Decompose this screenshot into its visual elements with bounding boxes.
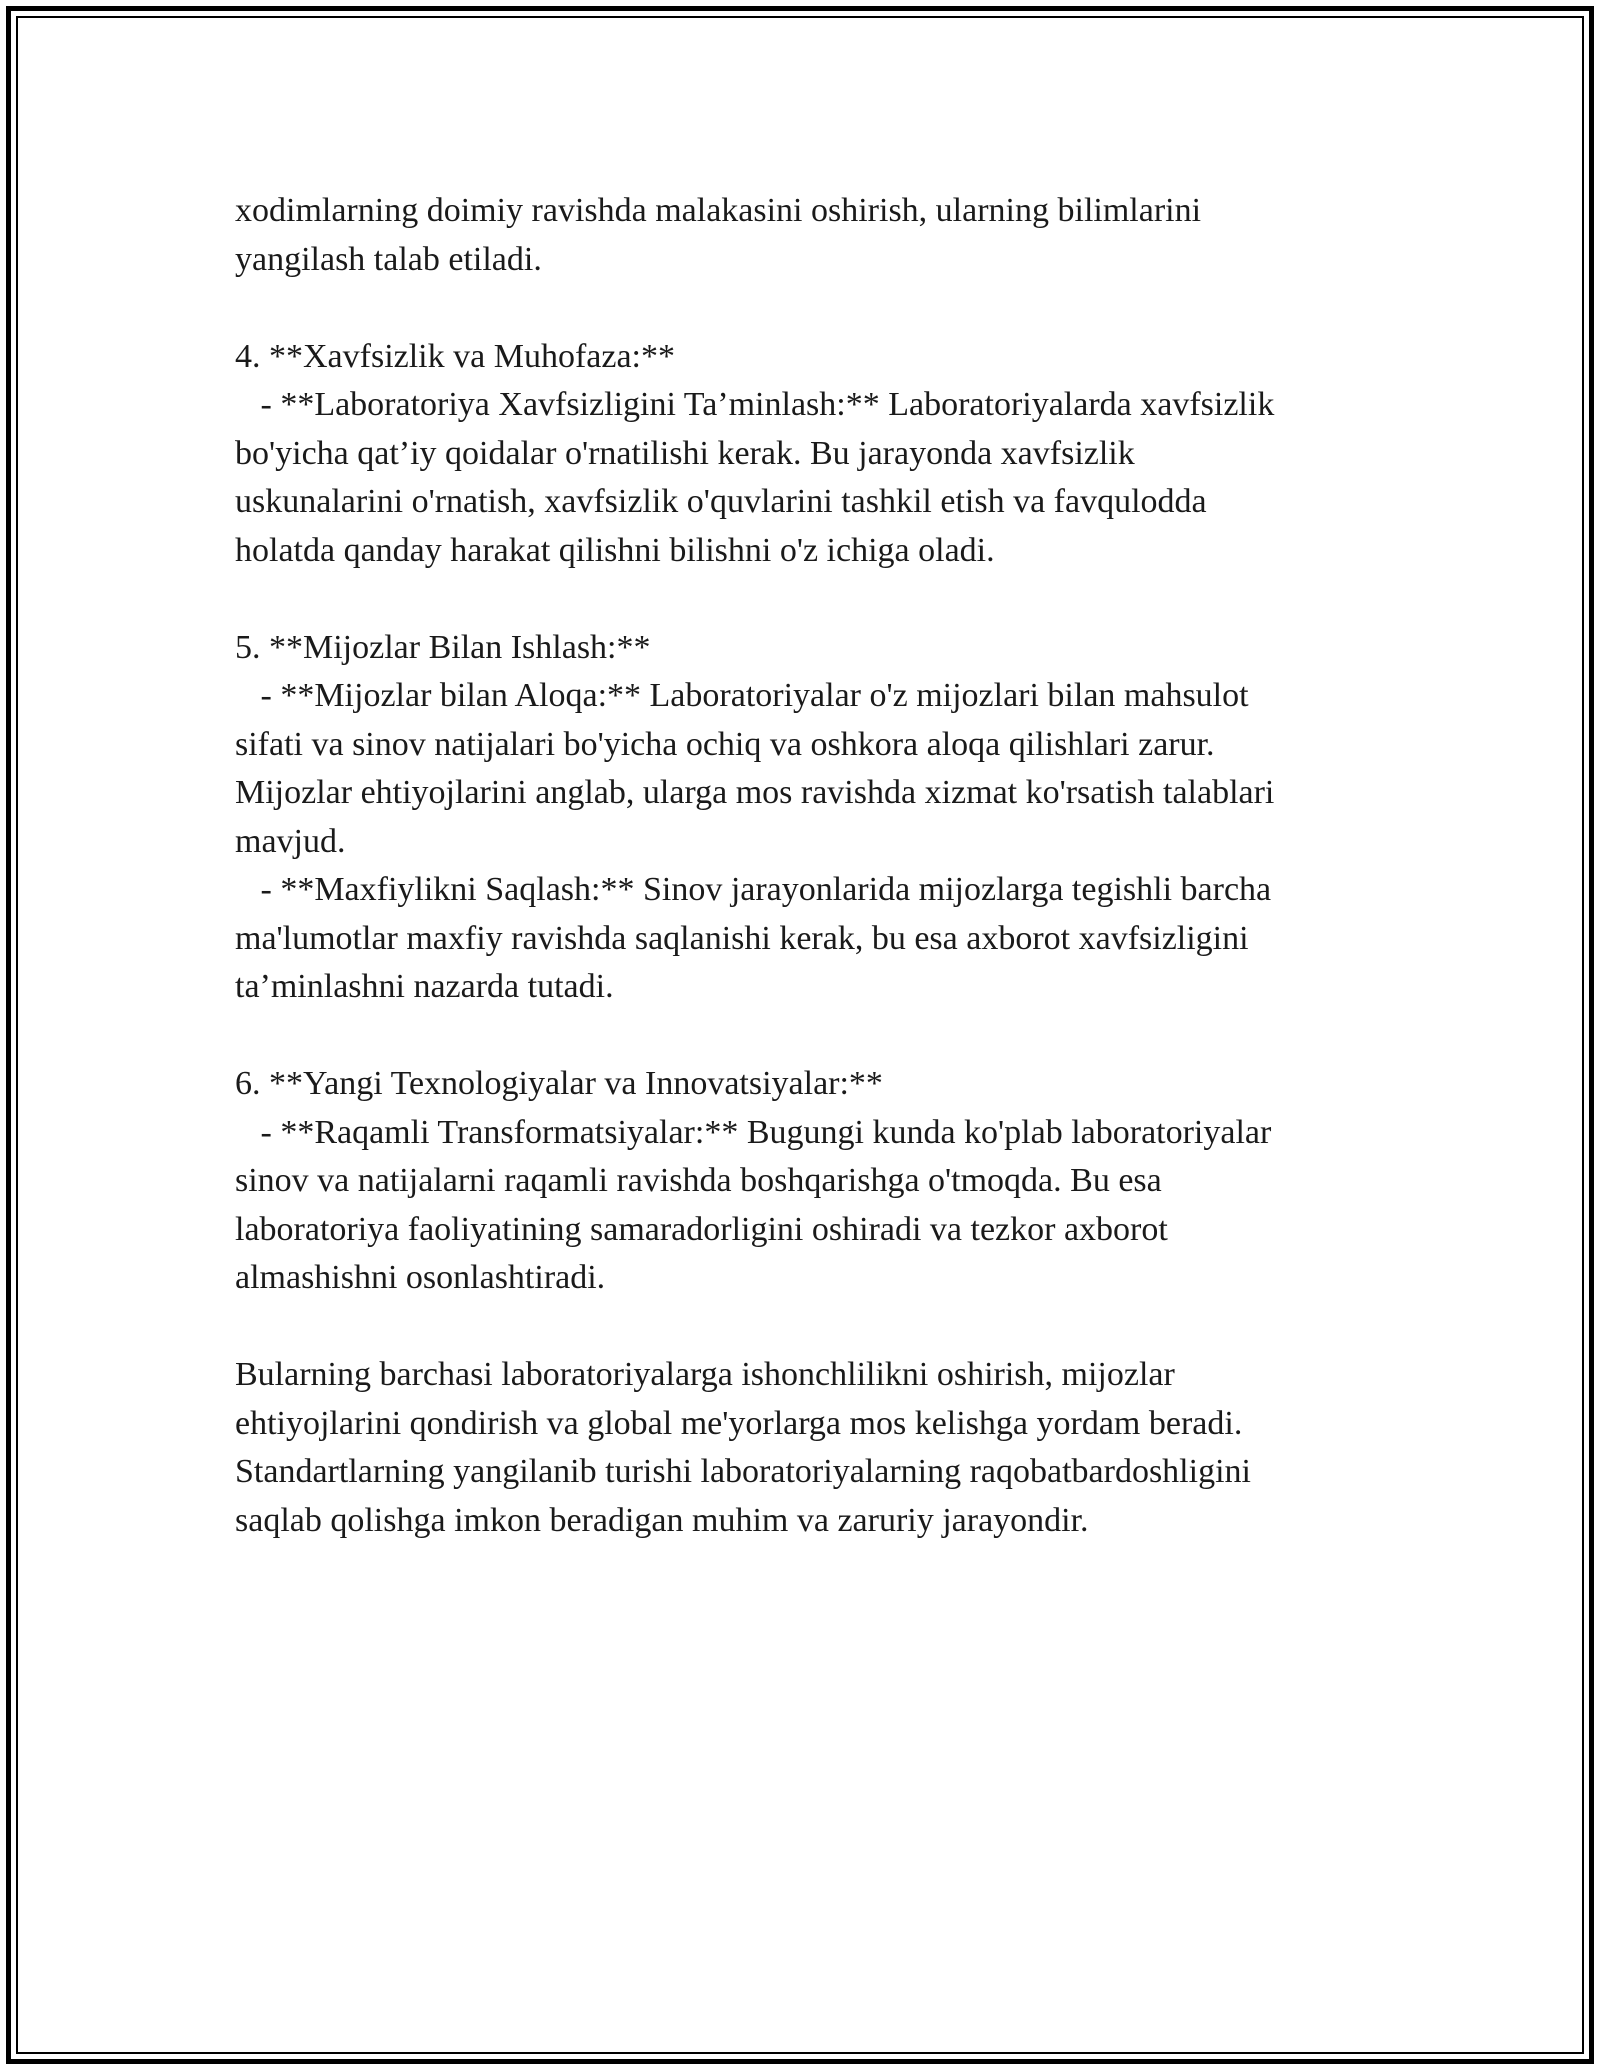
paragraph-spacer	[235, 575, 1385, 624]
text-line: Standartlarning yangilanib turishi laboratoriyalarning raqobatbardoshligini	[235, 1453, 1251, 1490]
text-line: - **Raqamli Transformatsiyalar:** Bugungi kunda ko'plab laboratoriyalar	[235, 1113, 1272, 1151]
section-security	[235, 333, 1385, 576]
text-line: almashishni osonlashtiradi.	[235, 1259, 606, 1296]
text-line: Mijozlar ehtiyojlarini anglab, ularga mos ravishda xizmat ko'rsatish talablari	[235, 774, 1275, 811]
text-line: uskunalarini o'rnatish, xavfsizlik o'quvlarini tashkil etish va favqulodda	[235, 483, 1207, 520]
text-line: - **Laboratoriya Xavfsizligini Ta’minlash:** Laboratoriyalarda xavfsizlik	[235, 386, 1275, 423]
text-line: ta’minlashni nazarda tutadi.	[235, 968, 614, 1005]
text-line: bo'yicha qat’iy qoidalar o'rnatilishi kerak. Bu jarayonda xavfsizlik	[235, 434, 1135, 472]
text-line: - **Maxfiylikni Saqlash:** Sinov jarayonlarida mijozlarga tegishli barcha	[235, 871, 1272, 908]
section-technologies	[235, 1060, 1385, 1303]
text-line: ma'lumotlar maxfiy ravishda saqlanishi kerak, bu esa axborot xavfsizligini	[235, 919, 1249, 957]
text-line: sifati va sinov natijalari bo'yicha ochiq va oshkora aloqa qilishlari zarur.	[235, 725, 1215, 763]
text-line: yangilash talab etiladi.	[235, 240, 542, 278]
paragraph-spacer	[235, 1012, 1385, 1061]
section-heading: 4. **Xavfsizlik va Muhofaza:**	[235, 337, 675, 375]
text-line: ehtiyojlarini qondirish va global me'yorlarga mos kelishga yordam beradi.	[235, 1404, 1243, 1442]
text-line: saqlab qolishga imkon beradigan muhim va zaruriy jarayondir.	[235, 1501, 1089, 1539]
section-heading: 5. **Mijozlar Bilan Ishlash:**	[235, 628, 651, 666]
paragraph-spacer	[235, 284, 1385, 333]
text-line: xodimlarning doimiy ravishda malakasini oshirish, ularning bilimlarini	[235, 192, 1202, 229]
text-line: Bularning barchasi laboratoriyalarga ishonchlilikni oshirish, mijozlar	[235, 1356, 1175, 1393]
text-line: holatda qanday harakat qilishni bilishni o'z ichiga oladi.	[235, 531, 995, 569]
document-body	[235, 187, 1385, 1545]
paragraph-conclusion	[235, 1351, 1385, 1545]
text-line: mavjud.	[235, 822, 346, 860]
section-heading: 6. **Yangi Texnologiyalar va Innovatsiyalar:**	[235, 1065, 883, 1102]
paragraph-spacer	[235, 1303, 1385, 1352]
text-line: - **Mijozlar bilan Aloqa:** Laboratoriyalar o'z mijozlari bilan mahsulot	[235, 677, 1249, 714]
text-line: sinov va natijalarni raqamli ravishda boshqarishga o'tmoqda. Bu esa	[235, 1162, 1162, 1199]
paragraph-intro-continued	[235, 187, 1385, 284]
text-line: laboratoriya faoliyatining samaradorligini oshiradi va tezkor axborot	[235, 1210, 1168, 1248]
section-clients	[235, 624, 1385, 1012]
